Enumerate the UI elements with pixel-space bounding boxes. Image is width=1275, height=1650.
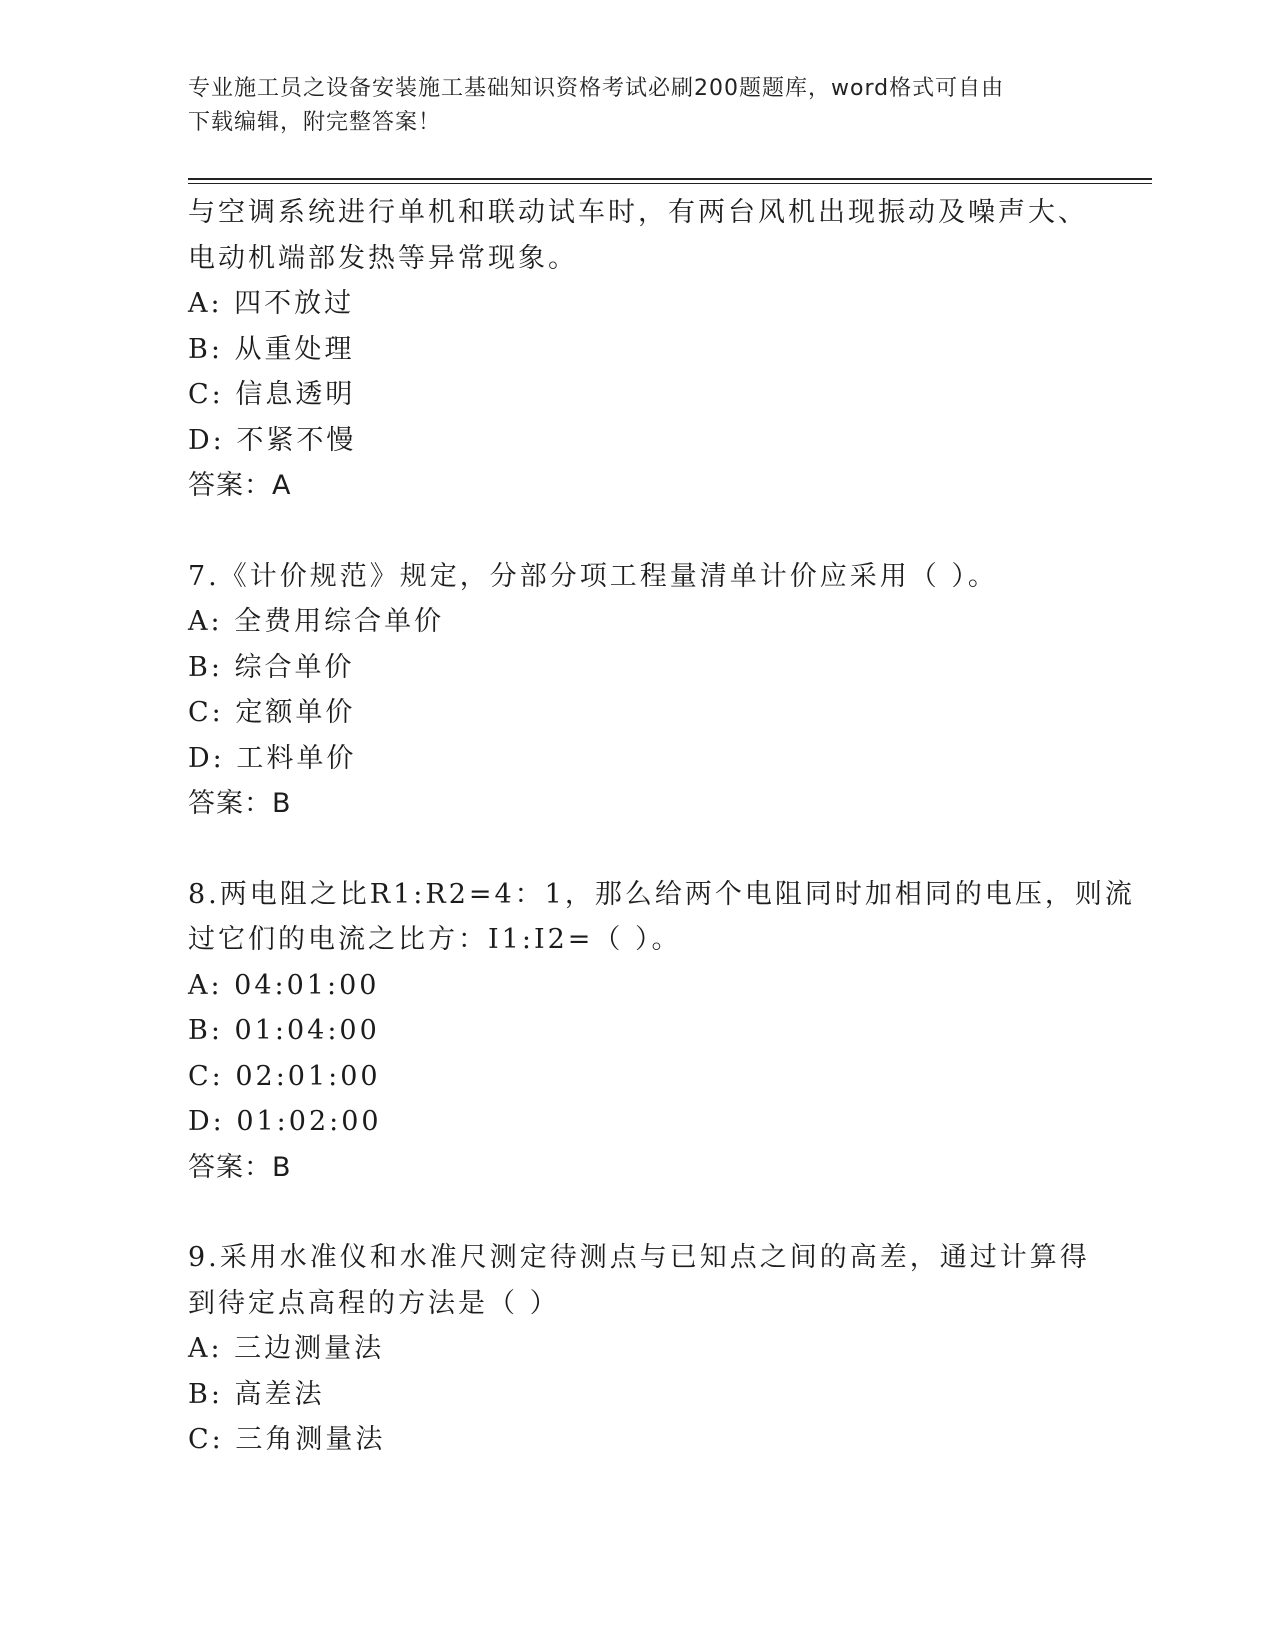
question-text: 8.两电阻之比R1:R2=4：1，那么给两个电阻同时加相同的电压，则流 xyxy=(188,878,1135,910)
header-divider-thin xyxy=(188,183,1152,184)
option-a: A: 全费用综合单价 xyxy=(188,606,445,637)
question-9 xyxy=(188,1235,1088,1463)
answer-label: 答案：A xyxy=(188,470,292,501)
option-c: C: 定额单价 xyxy=(188,697,356,728)
question-6 xyxy=(188,190,1088,509)
question-text: 过它们的电流之比方：I1:I2=（ ）。 xyxy=(188,924,682,955)
answer-label: 答案：B xyxy=(188,788,292,819)
option-c: C: 02:01:00 xyxy=(188,1060,381,1092)
option-a: A: 三边测量法 xyxy=(188,1333,385,1364)
option-a: A: 四不放过 xyxy=(188,288,355,319)
option-c: C: 信息透明 xyxy=(188,379,356,410)
answer-label: 答案：B xyxy=(188,1151,292,1183)
option-c: C: 三角测量法 xyxy=(188,1424,386,1455)
header-line-1: 专业施工员之设备安装施工基础知识资格考试必刷200题题库，word格式可自由 xyxy=(188,76,1005,101)
option-a: A: 04:01:00 xyxy=(188,969,380,1001)
spacer xyxy=(188,827,1088,872)
option-b: B: 01:04:00 xyxy=(188,1015,380,1046)
question-text: 7.《计价规范》规定，分部分项工程量清单计价应采用（ ）。 xyxy=(188,560,998,592)
question-7 xyxy=(188,554,1088,827)
option-d: D: 工料单价 xyxy=(188,742,357,774)
question-text: 9.采用水准仪和水准尺测定待测点与已知点之间的高差，通过计算得 xyxy=(188,1242,1090,1273)
option-b: B: 高差法 xyxy=(188,1378,325,1410)
question-text: 到待定点高程的方法是（ ） xyxy=(188,1287,560,1319)
option-d: D: 01:02:00 xyxy=(188,1106,382,1137)
question-text: 电动机端部发热等异常现象。 xyxy=(188,242,578,274)
question-text: 与空调系统进行单机和联动试车时，有两台风机出现振动及噪声大、 xyxy=(188,197,1088,228)
question-8 xyxy=(188,872,1135,1191)
question-list xyxy=(188,190,1135,1463)
spacer xyxy=(188,1190,1088,1235)
spacer xyxy=(188,509,1088,554)
document-header xyxy=(188,72,1088,140)
header-divider-thick xyxy=(188,178,1152,180)
option-b: B: 综合单价 xyxy=(188,651,355,683)
header-line-2: 下载编辑，附完整答案！ xyxy=(188,110,442,135)
option-d: D: 不紧不慢 xyxy=(188,424,357,456)
option-b: B: 从重处理 xyxy=(188,333,355,365)
